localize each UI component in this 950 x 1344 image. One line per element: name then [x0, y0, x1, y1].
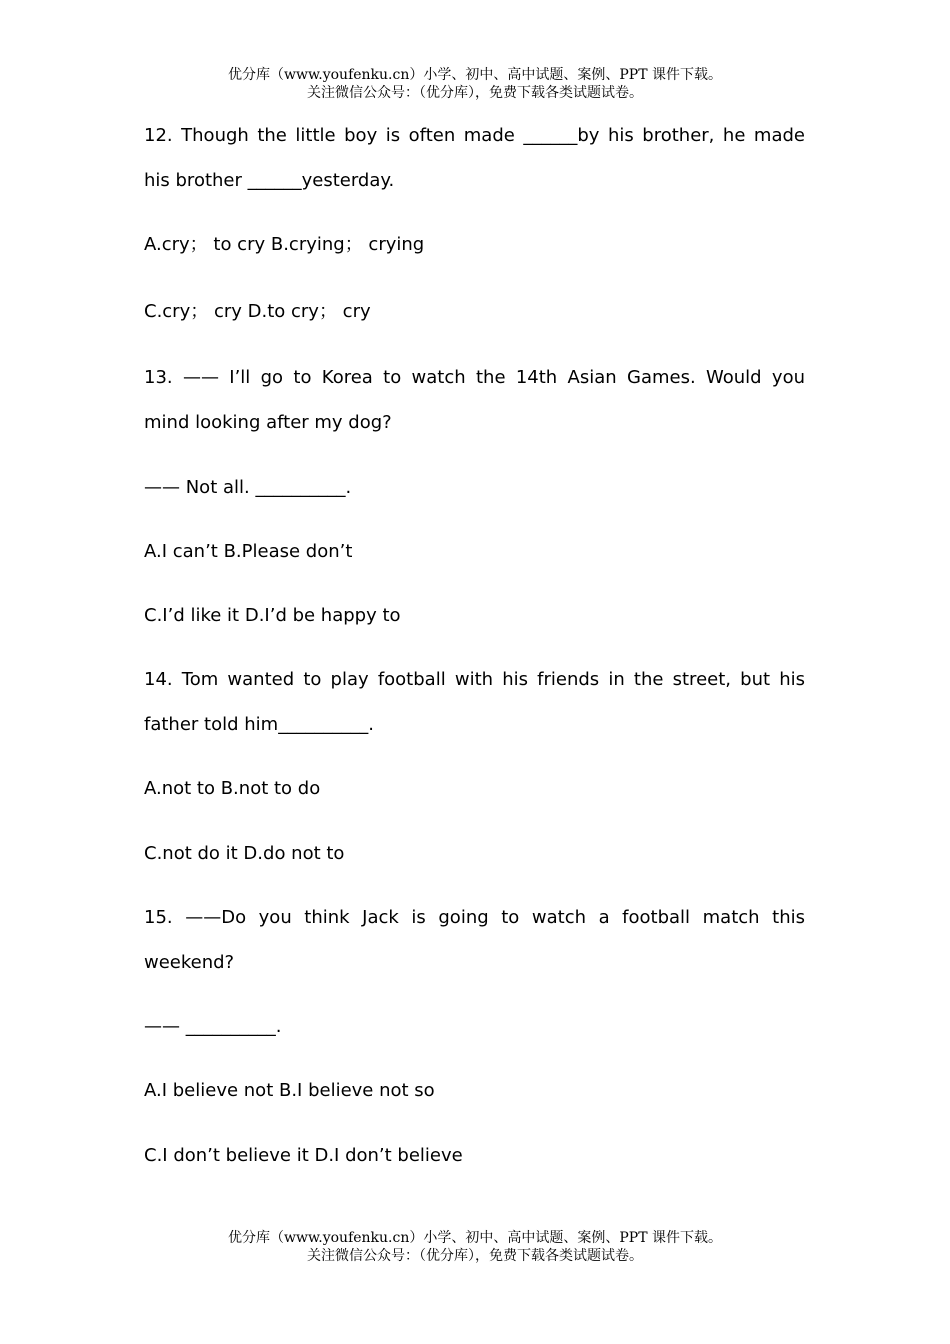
question-15-options-cd: C.I don’t believe it D.I don’t believe — [144, 1145, 463, 1166]
footer-line-2: 关注微信公众号：（优分库），免费下载各类试题试卷。 — [307, 1248, 643, 1264]
footer-line-1: 优分库（www.youfenku.cn）小学、初中、高中试题、案例、PPT 课件下载。 — [227, 1230, 722, 1246]
page-footer — [0, 1229, 950, 1265]
question-13-stem-line-2: mind looking after my dog? — [144, 412, 392, 433]
question-14-options-ab: A.not to B.not to do — [144, 778, 321, 799]
question-12-stem-line-1: 12. Though the little boy is often made ______by his brother, he made — [144, 125, 805, 146]
question-14-stem-line-1: 14. Tom wanted to play football with his friends in the street, but his — [144, 669, 805, 690]
question-13-options-ab: A.I can’t B.Please don’t — [144, 541, 353, 562]
question-15-reply: —— __________. — [144, 1016, 282, 1037]
question-13-stem-line-1: 13. —— I’ll go to Korea to watch the 14th Asian Games. Would you — [144, 367, 805, 388]
question-14-stem-line-2: father told him__________. — [144, 714, 374, 735]
question-15-stem-line-1: 15. ——Do you think Jack is going to watch a football match this — [144, 907, 805, 928]
question-13-reply: —— Not all. __________. — [144, 477, 352, 498]
question-12-options-cd: C.cry； cry D.to cry； cry — [144, 301, 371, 322]
header-line-1: 优分库（www.youfenku.cn）小学、初中、高中试题、案例、PPT 课件下载。 — [227, 67, 722, 83]
question-14-options-cd: C.not do it D.do not to — [144, 843, 345, 864]
question-12-options-ab: A.cry； to cry B.crying； crying — [144, 234, 425, 255]
page-header — [0, 66, 950, 102]
question-15-stem-line-2: weekend? — [144, 952, 235, 973]
question-13-options-cd: C.I’d like it D.I’d be happy to — [144, 605, 401, 626]
question-12-stem-line-2: his brother ______yesterday. — [144, 170, 395, 191]
header-line-2: 关注微信公众号：（优分库），免费下载各类试题试卷。 — [307, 85, 643, 101]
question-15-options-ab: A.I believe not B.I believe not so — [144, 1080, 435, 1101]
